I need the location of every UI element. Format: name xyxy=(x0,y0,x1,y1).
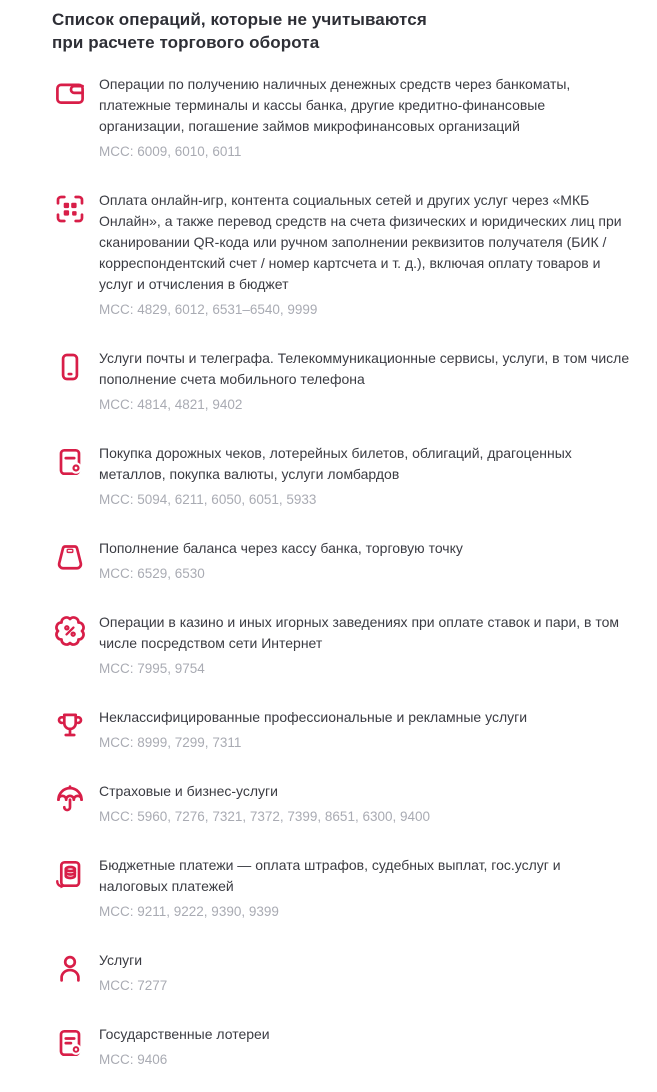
item-mcc-codes: MCC: 4814, 4821, 9402 xyxy=(99,397,243,412)
item-mcc-codes: MCC: 5960, 7276, 7321, 7372, 7399, 8651, 6300, 9400 xyxy=(99,809,431,824)
item-mcc-codes: MCC: 6009, 6010, 6011 xyxy=(99,144,242,159)
item-mcc-codes: MCC: 4829, 6012, 6531–6540, 9999 xyxy=(99,302,318,317)
item-description: Пополнение баланса через кассу банка, торговую точку xyxy=(99,540,463,556)
list-item xyxy=(52,348,631,413)
person-icon xyxy=(52,951,88,987)
list-item-body xyxy=(99,348,631,413)
item-description: Операции в казино и иных игорных заведениях при оплате ставок и пари, в том числе посредством сети Интернет xyxy=(99,614,620,651)
item-mcc-codes: MCC: 9211, 9222, 9390, 9399 xyxy=(99,904,279,919)
list-item xyxy=(52,781,631,825)
list-item xyxy=(52,443,631,508)
percent-badge-icon xyxy=(52,613,88,649)
list-item xyxy=(52,707,631,751)
list-item xyxy=(52,855,631,920)
list-item-body xyxy=(99,538,463,582)
budget-payment-icon xyxy=(52,856,88,892)
item-description: Страховые и бизнес-услуги xyxy=(99,783,278,799)
list-item-body xyxy=(99,707,527,751)
item-mcc-codes: MCC: 6529, 6530 xyxy=(99,566,205,581)
list-item-body xyxy=(99,855,631,920)
item-mcc-codes: MCC: 9406 xyxy=(99,1052,168,1067)
item-description: Государственные лотереи xyxy=(99,1026,270,1042)
item-mcc-codes: MCC: 7995, 9754 xyxy=(99,661,205,676)
list-item-body xyxy=(99,781,430,825)
list-item xyxy=(52,612,631,677)
umbrella-icon xyxy=(52,782,88,818)
lottery-ticket-icon xyxy=(52,1025,88,1061)
trophy-icon xyxy=(52,708,88,744)
list-item xyxy=(52,538,631,582)
document-coin-icon xyxy=(52,444,88,480)
list-item-body xyxy=(99,443,631,508)
page-title xyxy=(52,8,631,54)
item-mcc-codes: MCC: 8999, 7299, 7311 xyxy=(99,735,242,750)
list-item xyxy=(52,190,631,318)
item-description: Услуги почты и телеграфа. Телекоммуникационные сервисы, услуги, в том числе пополнение счета мобильного телефона xyxy=(99,350,630,387)
qr-scan-icon xyxy=(52,191,88,227)
operations-list xyxy=(52,74,631,1068)
list-item-body xyxy=(99,74,631,160)
item-description: Операции по получению наличных денежных средств через банкоматы, платежные терминалы и кассы банка, другие кредитно-финансовые организации, погашение займов микрофинансовых организаций xyxy=(99,76,571,134)
wallet-icon xyxy=(52,75,88,111)
list-item-body xyxy=(99,950,167,994)
list-item-body xyxy=(99,190,631,318)
page-title-line-1: Список операций, которые не учитываются xyxy=(52,10,427,29)
cash-register-icon xyxy=(52,539,88,575)
phone-icon xyxy=(52,349,88,385)
item-description: Оплата онлайн-игр, контента социальных сетей и других услуг через «МКБ Онлайн», а также перевод средств на счета физических и юридических лиц при сканировании QR-кода или ручном заполнении реквизитов получателя (БИК / корреспондентский счет / номер картсчета и т. д.), включая оплату товаров и услуг и отчисления в бюджет xyxy=(99,192,622,292)
page-title-line-2: при расчете торгового оборота xyxy=(52,33,320,52)
item-description: Покупка дорожных чеков, лотерейных билетов, облигаций, драгоценных металлов, покупка валюты, услуги ломбардов xyxy=(99,445,572,482)
list-item-body xyxy=(99,1024,270,1068)
item-mcc-codes: MCC: 5094, 6211, 6050, 6051, 5933 xyxy=(99,492,317,507)
item-description: Услуги xyxy=(99,952,143,968)
list-item xyxy=(52,950,631,994)
list-item xyxy=(52,74,631,160)
item-description: Неклассифицированные профессиональные и рекламные услуги xyxy=(99,709,528,725)
item-description: Бюджетные платежи — оплата штрафов, судебных выплат, гос.услуг и налоговых платежей xyxy=(99,857,561,894)
item-mcc-codes: MCC: 7277 xyxy=(99,978,168,993)
list-item xyxy=(52,1024,631,1068)
list-item-body xyxy=(99,612,631,677)
